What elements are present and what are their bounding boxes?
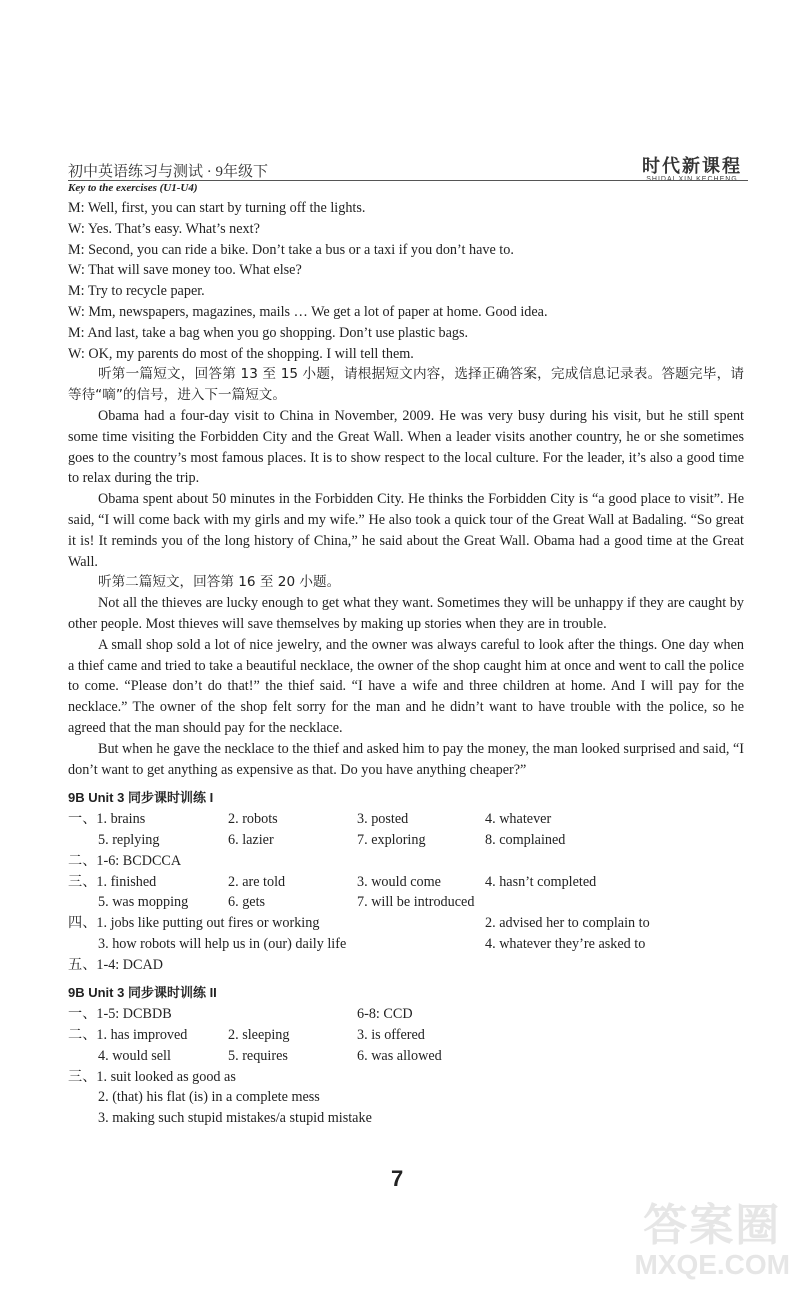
answer-item: 2. are told: [228, 873, 286, 890]
answer-block-unit3-i: [68, 809, 744, 975]
answer-row: [68, 1087, 744, 1108]
answer-item: 一、1-5: DCBDB: [68, 1006, 172, 1023]
answer-item: 二、1-6: BCDCCA: [68, 852, 182, 869]
answer-item: 3. is offered: [357, 1027, 425, 1044]
answer-row: [68, 1004, 744, 1025]
passage-2-paragraph: A small shop sold a lot of nice jewelry, and the owner was always careful to look after the things. One day when a thief came and tried to take a beautiful necklace, the owner of the shop caught him at once and went to call the police to come. “Please don’t do that!” the thief said. “I have a wife and three children at home. And I will pay for the necklace.” The owner of the shop felt sorry for the man and he didn’t want to have trouble with the police, so he agreed that the man should pay for the necklace.: [68, 636, 744, 736]
answer-row: [68, 830, 744, 851]
answer-item: 3. would come: [357, 873, 441, 890]
key-label: Key to the exercises (U1-U4): [68, 182, 198, 194]
answer-item: 6-8: CCD: [357, 1006, 413, 1023]
dialogue-line: M: And last, take a bag when you go shopping. Don’t use plastic bags.: [68, 324, 469, 341]
answer-item: 2. sleeping: [228, 1027, 290, 1044]
answer-item: 五、1-4: DCAD: [68, 956, 163, 973]
dialogue-line: M: Try to recycle paper.: [68, 283, 205, 300]
passage-1-paragraph: Obama had a four-day visit to China in November, 2009. He was very busy during his visit, but he still spent some time visiting the Forbidden City and the Great Wall. When a leader visits another country, he or she sometimes goes to the country’s most famous places. It is to show respect to the local culture. For the leader, it’s also a good time to relax during the trip.: [68, 407, 744, 487]
header-divider: [68, 180, 748, 181]
answer-block-unit3-ii: [68, 1004, 744, 1129]
dialogue-line: M: Well, first, you can start by turning off the lights.: [68, 200, 366, 216]
answer-row: [68, 1025, 744, 1046]
answer-item: 一、1. brains: [68, 811, 146, 828]
answer-item: 7. exploring: [357, 831, 426, 848]
answer-row: [68, 1108, 744, 1129]
answer-item: 6. was allowed: [357, 1047, 442, 1064]
dialogue-line: W: Yes. That’s easy. What’s next?: [68, 220, 260, 237]
answer-row: [68, 809, 744, 830]
answer-item: 三、1. suit looked as good as: [68, 1068, 236, 1085]
answer-item: 2. robots: [228, 811, 278, 828]
brand-name-cn: 时代新课程: [642, 156, 742, 176]
answer-item: 6. lazier: [228, 831, 274, 848]
answer-item: 7. will be introduced: [357, 894, 475, 911]
answer-item: 4. whatever: [485, 811, 552, 828]
answer-item: 二、1. has improved: [68, 1027, 188, 1044]
dialogue-line: W: Mm, newspapers, magazines, mails … We get a lot of paper at home. Good idea.: [68, 303, 548, 320]
book-title: 初中英语练习与测试 · 9年级下: [68, 164, 268, 180]
answer-row: [68, 955, 744, 976]
answer-row: [68, 1046, 744, 1067]
section-title-unit3-i: 9B Unit 3 同步课时训练 I: [68, 790, 214, 806]
answer-item: 4. whatever they’re asked to: [485, 935, 646, 952]
answer-item: 2. (that) his flat (is) in a complete mess: [98, 1089, 320, 1106]
answer-item: 3. posted: [357, 811, 409, 828]
dialogue-line: M: Second, you can ride a bike. Don’t take a bus or a taxi if you don’t have to.: [68, 241, 514, 258]
answer-item: 5. was mopping: [98, 894, 189, 911]
passage-2-paragraph: But when he gave the necklace to the thief and asked him to pay the money, the man looked surprised and said, “I don’t want to get anything as expensive as that. Do you have anything cheaper?”: [68, 740, 744, 778]
answer-row: [68, 1067, 744, 1088]
answer-item: 5. requires: [228, 1047, 288, 1064]
answer-item: 8. complained: [485, 831, 566, 848]
dialogue-line: W: That will save money too. What else?: [68, 262, 302, 279]
brand-name-en: SHIDAI XIN KECHENG: [646, 176, 738, 183]
answer-row: [68, 851, 744, 872]
page-body: [68, 198, 744, 1129]
answer-row: [68, 934, 744, 955]
watermark-text-en: MXQE.COM: [634, 1249, 790, 1280]
answer-item: 四、1. jobs like putting out fires or working: [68, 915, 320, 932]
dialogue: [68, 198, 744, 364]
watermark-text-cn: 答案圈: [643, 1201, 782, 1250]
answer-row: [68, 913, 744, 934]
instruction-passage-2: 听第二篇短文，回答第 16 至 20 小题。: [98, 574, 341, 591]
answer-item: 3. making such stupid mistakes/a stupid mistake: [98, 1110, 372, 1127]
answer-row: [68, 872, 744, 893]
answer-item: 4. hasn’t completed: [485, 873, 597, 890]
page-number: 7: [391, 1166, 404, 1191]
answer-row: [68, 892, 744, 913]
answer-item: 5. replying: [98, 831, 160, 848]
answer-item: 三、1. finished: [68, 873, 157, 890]
answer-item: 4. would sell: [98, 1047, 171, 1064]
answer-item: 2. advised her to complain to: [485, 915, 650, 932]
answer-item: 6. gets: [228, 894, 266, 911]
passage-1-paragraph: Obama spent about 50 minutes in the Forbidden City. He thinks the Forbidden City is “a good place to visit”. He said, “I will come back with my girls and my wife.” He also took a quick tour of the Great Wall at Badaling. “So great it is! It reminds you of the long history of China,” he said about the Great Wall. Obama had a good time at the Great Wall.: [68, 491, 744, 570]
brand-logo: [642, 152, 742, 183]
dialogue-line: W: OK, my parents do most of the shopping. I will tell them.: [68, 345, 414, 362]
passage-2-paragraph: Not all the thieves are lucky enough to get what they want. Sometimes they will be unhappy if they are caught by other people. Most thieves will save themselves by making up stories when they are in trouble.: [68, 595, 744, 632]
instruction-passage-1: 听第一篇短文，回答第 13 至 15 小题，请根据短文内容，选择正确答案，完成信息记录表。答题完毕，请等待“嘀”的信号，进入下一篇短文。: [68, 366, 744, 404]
watermark-logo: [634, 1189, 790, 1281]
section-title-unit3-ii: 9B Unit 3 同步课时训练 II: [68, 985, 217, 1001]
answer-item: 3. how robots will help us in (our) daily life: [98, 935, 347, 952]
